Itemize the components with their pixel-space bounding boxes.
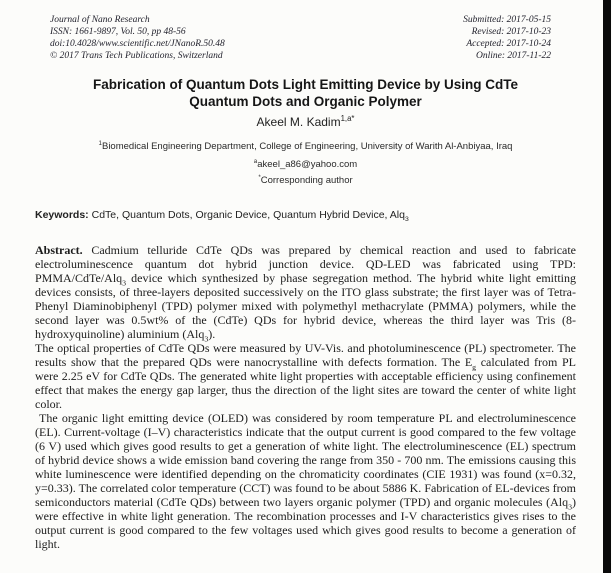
superscript: a <box>253 157 258 165</box>
text-segment: Corresponding author <box>260 175 353 186</box>
text-segment: Keywords: <box>35 209 89 221</box>
author-name <box>35 115 576 130</box>
paper-title-line-1: Fabrication of Quantum Dots Light Emitting Device by Using CdTe <box>92 77 519 92</box>
abstract-paragraph <box>35 411 576 551</box>
superscript: 1 <box>98 139 102 147</box>
abstract-section <box>35 243 576 551</box>
journal-header <box>35 14 576 62</box>
paper-title-line-2: Quantum Dots and Organic Polymer <box>189 94 422 109</box>
text-segment: The optical properties of CdTe QDs were measured by UV-Vis. and photoluminescence (PL) spectrometer. The results show that the prepared QDs were nanocrystalline with defects formation. The E <box>35 341 576 369</box>
text-segment: Abstract. <box>35 243 83 257</box>
author-email <box>35 159 576 171</box>
text-segment: device which synthesized by phase segregation method. The hybrid white light emitting devices consists, of three-layers deposited successively on the ITO glass substrate; the first layer was of Tetra-Phenyl Diaminobiphenyl (TPD) polymer mixed with polymethyl methacrylate (PMMA) polymers, while the second layer was 0.5wt% of the (CdTe) QDs for hybrid device, whereas the third layer was Tris (8-hydroxyquinoline) aluminium (Alq <box>35 271 576 341</box>
subscript: 3 <box>568 502 572 512</box>
affiliation <box>35 141 576 153</box>
text-segment: Biomedical Engineering Department, College of Engineering, University of Warith Al-Anbiyaa, Iraq <box>101 141 513 152</box>
subscript: 3 <box>204 334 209 344</box>
text-segment: ) were effective in white light generation. The recombination processes and I-V characteristics gives rises to the output current is good compared to the few voltages used which gives good results to become a generation of light. <box>35 495 576 551</box>
subscript: 3 <box>122 278 127 288</box>
text-segment: CdTe, Quantum Dots, Organic Device, Quantum Hybrid Device, Alq <box>88 209 405 221</box>
accepted-date: Accepted: 2017-10-24 <box>466 39 551 49</box>
subscript: g <box>472 362 477 372</box>
superscript: 1,a* <box>340 114 355 123</box>
text-segment: The organic light emitting device (OLED) was considered by room temperature PL and electroluminescence (EL). Current-voltage (I–V) characteristics indicate that the output current is good compared to the few voltage (6 V) used which gives good results to get a generation of white light. The electroluminescence (EL) spectrum of hybrid device shows a wide emission band covering the range from 350 - 700 nm. The emissions causing this white luminescence were identified depending on the chromaticity coordinates (CIE 1931) was found (x=0.32, y=0.33). The correlated color temperature (CCT) was found to be about 5886 K. Fabrication of EL-devices from semiconductors material (CdTe QDs) between two layers organic polymer (TPD) and organic molecules (Alq <box>35 411 576 509</box>
issn-volume-line: ISSN: 1661-9897, Vol. 50, pp 48-56 <box>50 27 186 37</box>
superscript: * <box>258 173 261 181</box>
copyright-line: © 2017 Trans Tech Publications, Switzerland <box>50 51 223 61</box>
text-segment: Akeel M. Kadim <box>256 115 341 129</box>
text-segment: calculated from PL were 2.25 eV for CdTe QDs. The generated white light properties with acceptable efficiency using confinement effect that makes the energy gap larger, thus the direction of the light sites are toward the center of white light color. <box>35 355 576 411</box>
text-segment: ). <box>208 327 216 341</box>
submitted-date: Submitted: 2017-05-15 <box>463 15 551 25</box>
journal-info <box>35 14 225 62</box>
doi-line: doi:10.4028/www.scientific.net/JNanoR.50.48 <box>50 39 225 49</box>
abstract-paragraph <box>35 341 576 411</box>
text-segment: akeel_a86@yahoo.com <box>257 159 358 170</box>
subscript: 3 <box>405 216 409 224</box>
abstract-paragraph <box>35 243 576 344</box>
paper-title <box>35 76 576 110</box>
keywords-line <box>35 209 576 222</box>
submission-dates <box>463 14 576 62</box>
text-segment: Cadmium telluride CdTe QDs was prepared by chemical reaction and used to fabricate electroluminescence quantum dot hybrid junction device. QD-LED was fabricated using TPD: PMMA/CdTe/Alq <box>35 243 576 285</box>
revised-date: Revised: 2017-10-23 <box>471 27 551 37</box>
scan-edge-strip <box>603 0 611 573</box>
journal-name: Journal of Nano Research <box>50 15 150 25</box>
corresponding-author-note <box>35 175 576 187</box>
online-date: Online: 2017-11-22 <box>475 51 551 61</box>
